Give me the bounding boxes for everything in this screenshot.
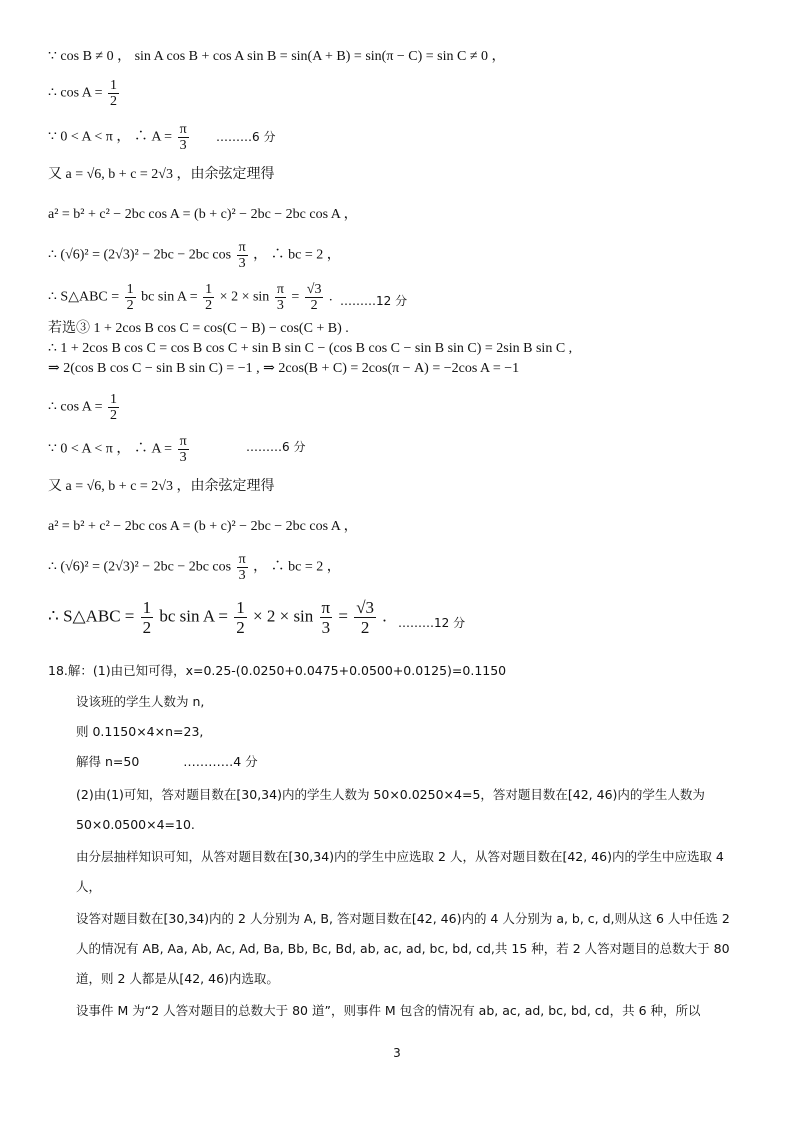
fraction-half bbox=[108, 78, 119, 109]
denominator: 2 bbox=[142, 618, 152, 637]
expr-range-A: ∵ 0 < A < π ， ∴ A = bbox=[48, 129, 173, 145]
expr-area-pre: ∴ S△ABC = bbox=[48, 289, 120, 305]
fraction-sqrt3-2 bbox=[305, 282, 324, 313]
fraction-half bbox=[125, 282, 136, 313]
denominator: 3 bbox=[321, 618, 331, 637]
math-line-cosine-law-2: a² = b² + c² − 2bc cos A = (b + c)² − 2bc − 2bc cos A ， bbox=[48, 519, 358, 534]
denominator: 3 bbox=[179, 138, 187, 153]
math-line-implies: ⇒ 2(cos B cos C − sin B sin C) = −1 , ⇒ 2cos(B + C) = 2cos(π − A) = −2cos A = −1 bbox=[48, 361, 520, 376]
math-line-cosA-half-2 bbox=[48, 392, 121, 423]
q18-part2-para3: 设答对题目数在[30,34)内的 2 人分别为 A, B, 答对题目数在[42, 46)内的 4 人分别为 a, b, c, d,则从这 6 人中任选 2 人的情况有 AB, Aa, Ab, Ac, Ad, Ba, Bb, Bc, Bd, ab, ac, ad, bc, bd, cd,共 15 种，若 2 人答对题目的总数大于 80 道，则 2 人都是从[42, 46)内选取。 bbox=[76, 911, 730, 986]
fraction-half bbox=[234, 598, 247, 637]
math-line-expand: ∴ 1 + 2cos B cos C = cos B cos C + sin B sin C − (cos B cos C − sin B sin C) = 2sin B sin C , bbox=[48, 341, 573, 356]
q18-part2-para4: 设事件 M 为“2 人答对题目的总数大于 80 道”，则事件 M 包含的情况有 ab, ac, ad, bc, bd, cd，共 6 种，所以 bbox=[76, 1003, 701, 1018]
fraction-half bbox=[203, 282, 214, 313]
q18-line-n: 设该班的学生人数为 n, bbox=[76, 694, 205, 709]
fraction-pi-3 bbox=[320, 598, 333, 637]
fraction-half bbox=[108, 392, 119, 423]
numerator: 1 bbox=[110, 392, 118, 407]
page-number: 3 bbox=[393, 1046, 401, 1060]
numerator: 1 bbox=[126, 282, 134, 297]
denominator: 2 bbox=[205, 298, 213, 313]
expr-area-mid2: × 2 × sin bbox=[219, 289, 270, 305]
expr-range-A: ∵ 0 < A < π ， ∴ A = bbox=[48, 441, 173, 457]
numerator: √3 bbox=[306, 282, 322, 297]
fraction-half bbox=[141, 598, 154, 637]
numerator: 1 bbox=[142, 598, 152, 617]
expr-bc-pre: ∴ (√6)² = (2√3)² − 2bc − 2bc cos bbox=[48, 247, 232, 263]
math-line-cosA-half bbox=[48, 78, 121, 109]
math-line-bc bbox=[48, 240, 341, 271]
expr-cosA: ∴ cos A = bbox=[48, 85, 103, 101]
math-line-option3: 若选③ 1 + 2cos B cos C = cos(C − B) − cos(C + B) . bbox=[48, 321, 349, 336]
numerator: π bbox=[238, 552, 246, 567]
expr-bc-post: ， ∴ bc = 2 ， bbox=[253, 247, 341, 263]
numerator: √3 bbox=[356, 598, 375, 617]
denominator: 3 bbox=[179, 450, 187, 465]
denominator: 2 bbox=[236, 618, 245, 637]
q18-line-solve bbox=[76, 753, 258, 771]
numerator: π bbox=[321, 598, 331, 617]
math-line-bc-2 bbox=[48, 552, 341, 583]
denominator: 2 bbox=[110, 408, 118, 423]
numerator: π bbox=[179, 434, 187, 449]
denominator: 2 bbox=[360, 618, 370, 637]
fraction-pi-3 bbox=[275, 282, 286, 313]
expr-eq: = bbox=[291, 289, 300, 305]
numerator: 1 bbox=[110, 78, 118, 93]
q18-part1-header: 18.解：(1)由已知可得，x=0.25-(0.0250+0.0475+0.0500+0.0125)=0.1150 bbox=[48, 663, 507, 678]
math-line-given-2: 又 a = √6, b + c = 2√3 ，由余弦定理得 bbox=[48, 479, 275, 494]
denominator: 2 bbox=[126, 298, 134, 313]
math-line-area-2 bbox=[48, 598, 387, 637]
denominator: 2 bbox=[110, 94, 118, 109]
q18-part2-para2: 由分层抽样知识可知，从答对题目数在[30,34)内的学生中应选取 2 人，从答对题目数在[42, 46)内的学生中应选取 4 人， bbox=[76, 849, 724, 894]
expr-cosA: ∴ cos A = bbox=[48, 399, 103, 415]
score-12: ………12 分 bbox=[340, 294, 408, 308]
expr-area-mid1: bc sin A = bbox=[141, 289, 198, 305]
fraction-pi-3 bbox=[178, 122, 189, 153]
fraction-pi-3 bbox=[178, 434, 189, 465]
expr-eq: = bbox=[338, 606, 348, 626]
denominator: 3 bbox=[276, 298, 284, 313]
denominator: 3 bbox=[238, 256, 246, 271]
fraction-pi-3 bbox=[237, 552, 248, 583]
q18-solve-text: 解得 n=50 bbox=[76, 754, 140, 769]
math-line-A-pi3-2 bbox=[48, 434, 191, 465]
numerator: π bbox=[238, 240, 246, 255]
score-12: ………12 分 bbox=[398, 616, 466, 630]
score-4: …………4 分 bbox=[183, 754, 258, 769]
q18-line-eq: 则 0.1150×4×n=23, bbox=[76, 724, 204, 739]
math-line-cosB: ∵ cos B ≠ 0 ， sin A cos B + cos A sin B = sin(A + B) = sin(π − C) = sin C ≠ 0 ， bbox=[48, 49, 506, 64]
expr-bc-pre: ∴ (√6)² = (2√3)² − 2bc − 2bc cos bbox=[48, 559, 232, 575]
expr-area-mid1: bc sin A = bbox=[159, 606, 229, 626]
numerator: π bbox=[179, 122, 187, 137]
math-line-given: 又 a = √6, b + c = 2√3 ，由余弦定理得 bbox=[48, 167, 275, 182]
math-line-A-pi3 bbox=[48, 122, 191, 153]
denominator: 2 bbox=[310, 298, 318, 313]
expr-area-mid2: × 2 × sin bbox=[253, 606, 314, 626]
expr-period: . bbox=[382, 606, 387, 626]
fraction-pi-3 bbox=[237, 240, 248, 271]
expr-bc-post: ， ∴ bc = 2 ， bbox=[253, 559, 341, 575]
fraction-sqrt3-2 bbox=[354, 598, 376, 637]
expr-period: . bbox=[328, 289, 333, 305]
expr-area-pre: ∴ S△ABC = bbox=[48, 606, 135, 626]
numerator: 1 bbox=[236, 598, 245, 617]
numerator: π bbox=[276, 282, 284, 297]
score-6: ………6 分 bbox=[246, 440, 306, 454]
q18-part2-para1: (2)由(1)可知，答对题目数在[30,34)内的学生人数为 50×0.0250×4=5，答对题目数在[42, 46)内的学生人数为 50×0.0500×4=10. bbox=[76, 787, 705, 832]
numerator: 1 bbox=[205, 282, 213, 297]
denominator: 3 bbox=[238, 568, 246, 583]
score-6: ………6 分 bbox=[216, 130, 276, 144]
math-line-cosine-law: a² = b² + c² − 2bc cos A = (b + c)² − 2bc − 2bc cos A ， bbox=[48, 207, 358, 222]
math-line-area bbox=[48, 282, 332, 313]
